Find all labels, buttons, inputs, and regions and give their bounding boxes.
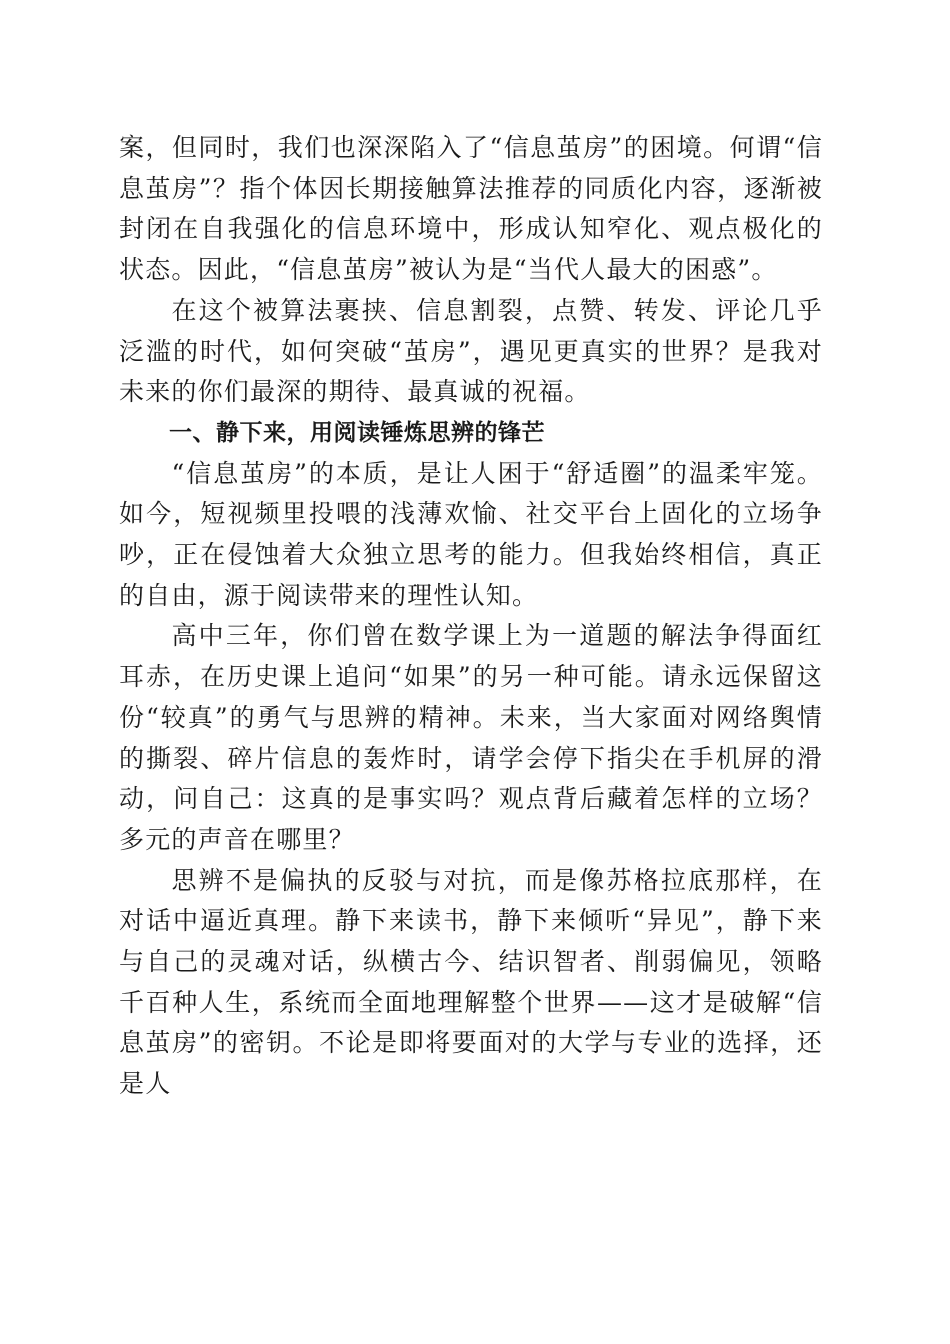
paragraph-algorithm-era: 在这个被算法裹挟、信息割裂，点赞、转发、评论几乎泛滥的时代，如何突破“茧房”，遇见更真实的世界？是我对未来的你们最深的期待、最真诚的祝福。: [119, 295, 823, 407]
document-body: [119, 128, 823, 1105]
paragraph-critical-thinking: 思辨不是偏执的反驳与对抗，而是像苏格拉底那样，在对话中逼近真理。静下来读书，静下来倾听“异见”，静下来与自己的灵魂对话，纵横古今、结识智者、削弱偏见，领略千百种人生，系统而全面地理解整个世界——这才是破解“信息茧房”的密钥。不论是即将要面对的大学与专业的选择，还是人: [119, 865, 823, 1099]
paragraph-continuation: 案，但同时，我们也深深陷入了“信息茧房”的困境。何谓“信息茧房”？指个体因长期接触算法推荐的同质化内容，逐渐被封闭在自我强化的信息环境中，形成认知窄化、观点极化的状态。因此，“信息茧房”被认为是“当代人最大的困惑”。: [119, 133, 823, 285]
paragraph-high-school: 高中三年，你们曾在数学课上为一道题的解法争得面红耳赤，在历史课上追问“如果”的另一种可能。请永远保留这份“较真”的勇气与思辨的精神。未来，当大家面对网络舆情的撕裂、碎片信息的轰炸时，请学会停下指尖在手机屏的滑动，问自己：这真的是事实吗？观点背后藏着怎样的立场？多元的声音在哪里？: [119, 621, 823, 854]
paragraph-cocoon-essence: “信息茧房”的本质，是让人困于“舒适圈”的温柔牢笼。如今，短视频里投喂的浅薄欢愉、社交平台上固化的立场争吵，正在侵蚀着大众独立思考的能力。但我始终相信，真正的自由，源于阅读带来的理性认知。: [119, 458, 823, 610]
section-heading-1: 一、静下来，用阅读锤炼思辨的锋芒: [169, 419, 545, 446]
